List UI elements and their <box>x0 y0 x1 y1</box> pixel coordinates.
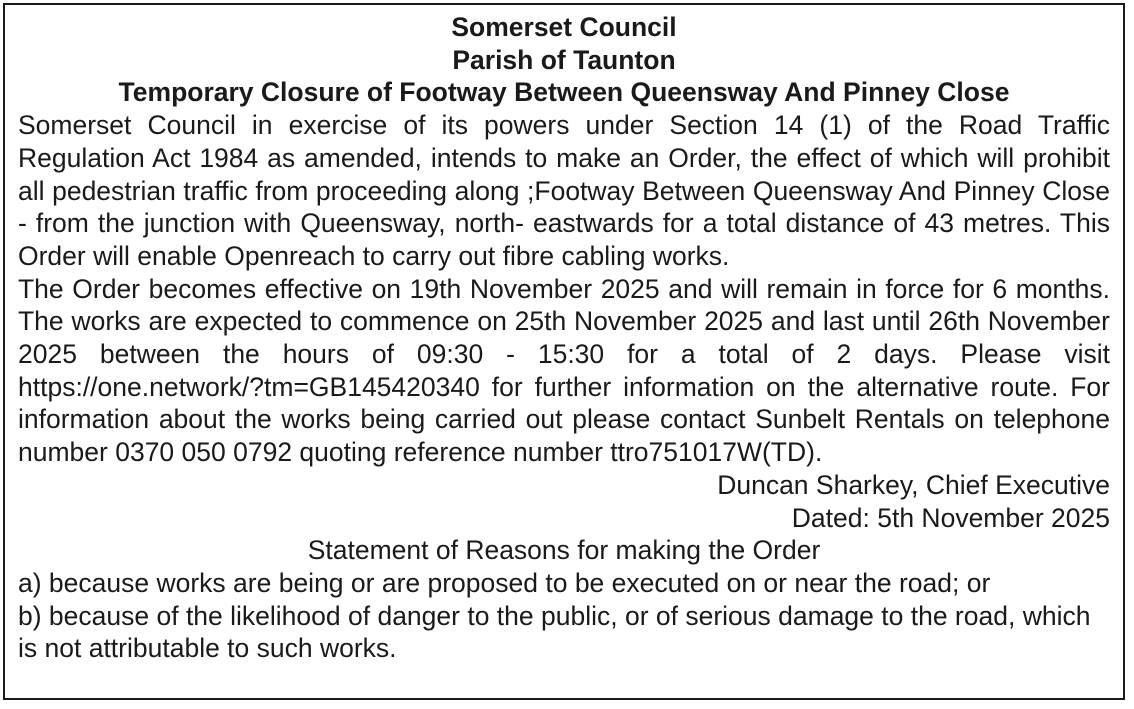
order-paragraph: Somerset Council in exercise of its powers under Section 14 (1) of the Road Traffic Regulation Act 1984 as amended, intends to make an Order, the effect of which will prohibit all pedestrian traffic from proceeding along ;Footway Between Queensway And Pinney Close - from the junction with Queensway, north- eastwards for a total distance of 43 metres. This Order will enable Openreach to carry out fibre cabling works. <box>18 110 1110 271</box>
council-name: Somerset Council <box>451 12 677 42</box>
effective-dates-paragraph: The Order becomes effective on 19th November 2025 and will remain in force for 6 months. The works are expected to commence on 25th November 2025 and last until 26th November 2025 between the hours of 09:30 - 15:30 for a total of 2 days. Please visit https://one.network/?tm=GB145420340 for further information on the alternative route. For information about the works being carried out please contact Sunbelt Rentals on telephone number 0370 050 0792 quoting reference number ttro751017W(TD). <box>18 273 1110 468</box>
reason-item-b: b) because of the likelihood of danger to the public, or of serious damage to the road, which is not attributable to such works. <box>18 600 1091 664</box>
date-line: Dated: 5th November 2025 <box>791 502 1110 533</box>
notice-title: Temporary Closure of Footway Between Queensway And Pinney Close <box>118 77 1010 108</box>
parish-name: Parish of Taunton <box>452 44 676 75</box>
reasons-heading: Statement of Reasons for making the Order <box>307 535 821 566</box>
signatory: Duncan Sharkey, Chief Executive <box>717 469 1110 500</box>
reason-item-a: a) because works are being or are proposed to be executed on or near the road; or <box>18 567 991 598</box>
public-notice <box>3 3 1125 700</box>
